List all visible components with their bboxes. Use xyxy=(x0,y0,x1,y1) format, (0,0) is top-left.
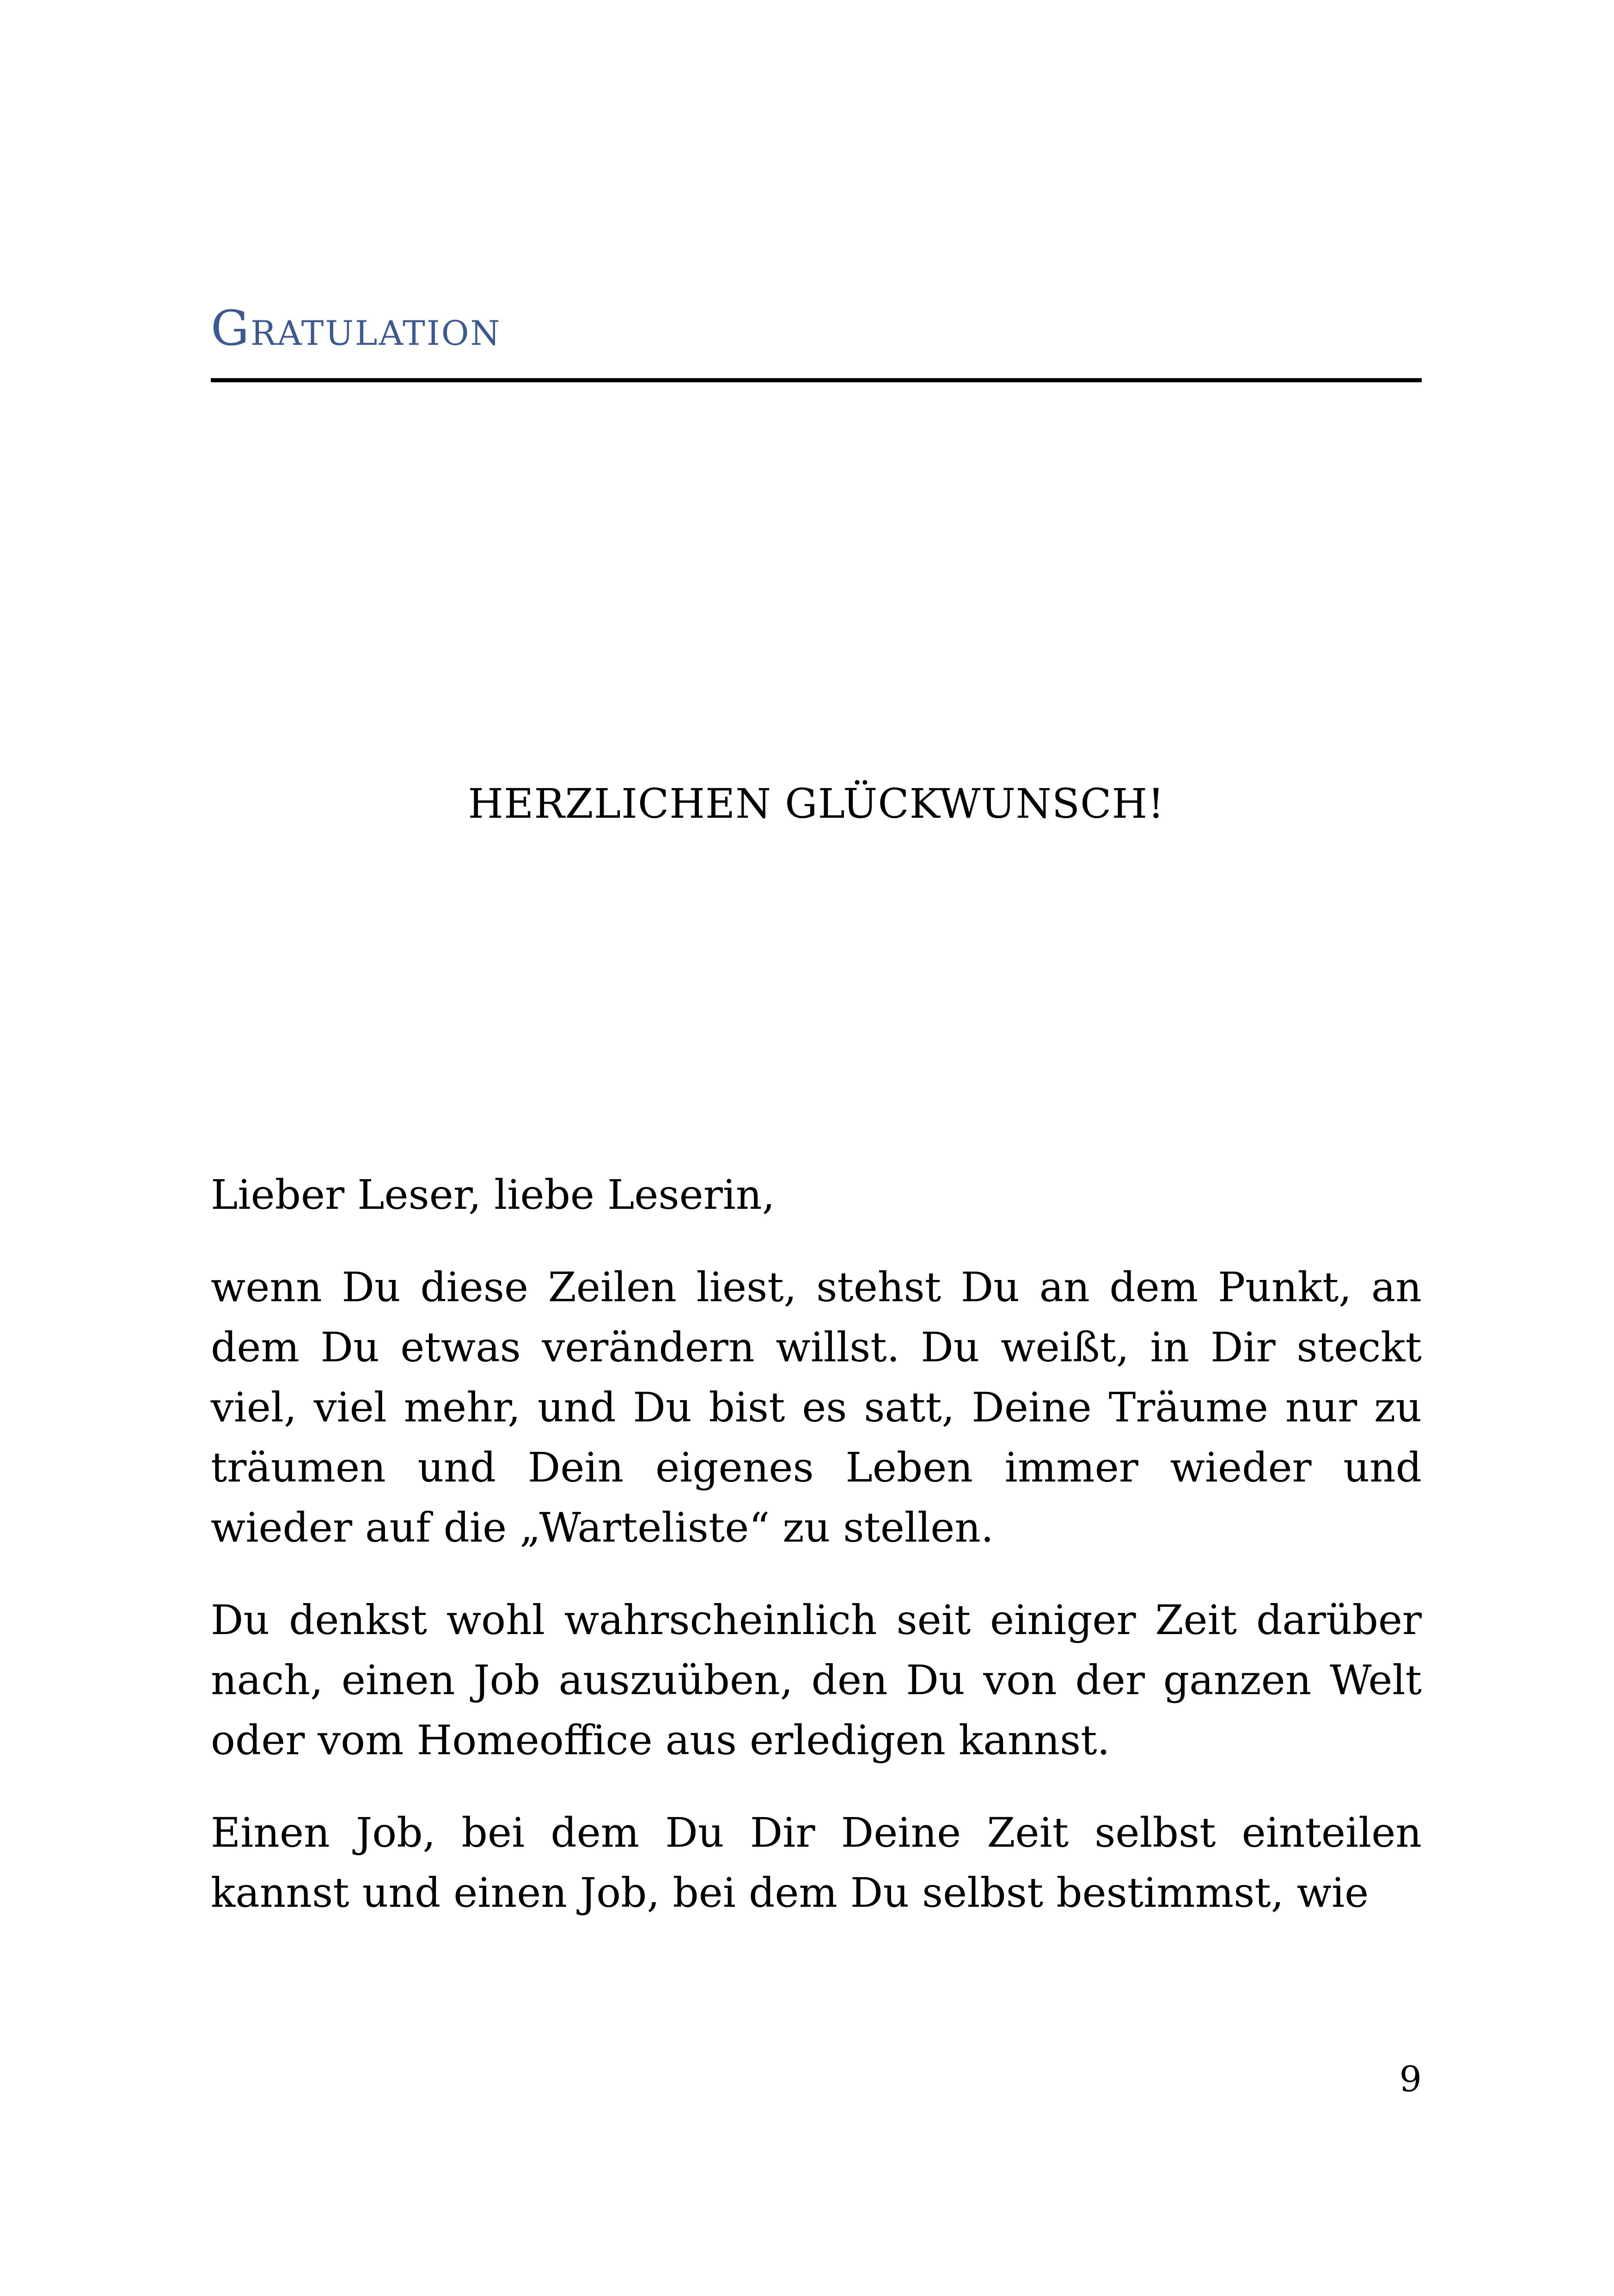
header-rule xyxy=(211,378,1422,382)
section-heading: HERZLICHEN GLÜCKWUNSCH! xyxy=(468,780,1165,827)
greeting: Lieber Leser, liebe Leserin, xyxy=(211,1171,775,1218)
page-number: 9 xyxy=(1399,2058,1422,2100)
paragraph: wenn Du diese Zeilen liest, stehst Du an dem Punkt, an dem Du etwas verändern willst. Du weißt, in Dir steckt viel, viel mehr, und Du bist es satt, Deine Träume nur zu träumen und Dein eigenes Leben immer wieder und wieder auf die „Warteliste“ zu stellen. xyxy=(211,1263,1422,1551)
chapter-header xyxy=(211,296,1422,356)
paragraph: Einen Job, bei dem Du Dir Deine Zeit selbst einteilen kannst und einen Job, bei dem Du selbst bestimmst, wie xyxy=(211,1809,1422,1916)
paragraph: Du denkst wohl wahrscheinlich seit einiger Zeit darüber nach, einen Job auszuüben, den Du von der ganzen Welt oder vom Homeoffice aus erledigen kannst. xyxy=(211,1596,1422,1764)
chapter-title: Gratulation xyxy=(211,300,501,356)
body-text xyxy=(211,1165,1422,1955)
